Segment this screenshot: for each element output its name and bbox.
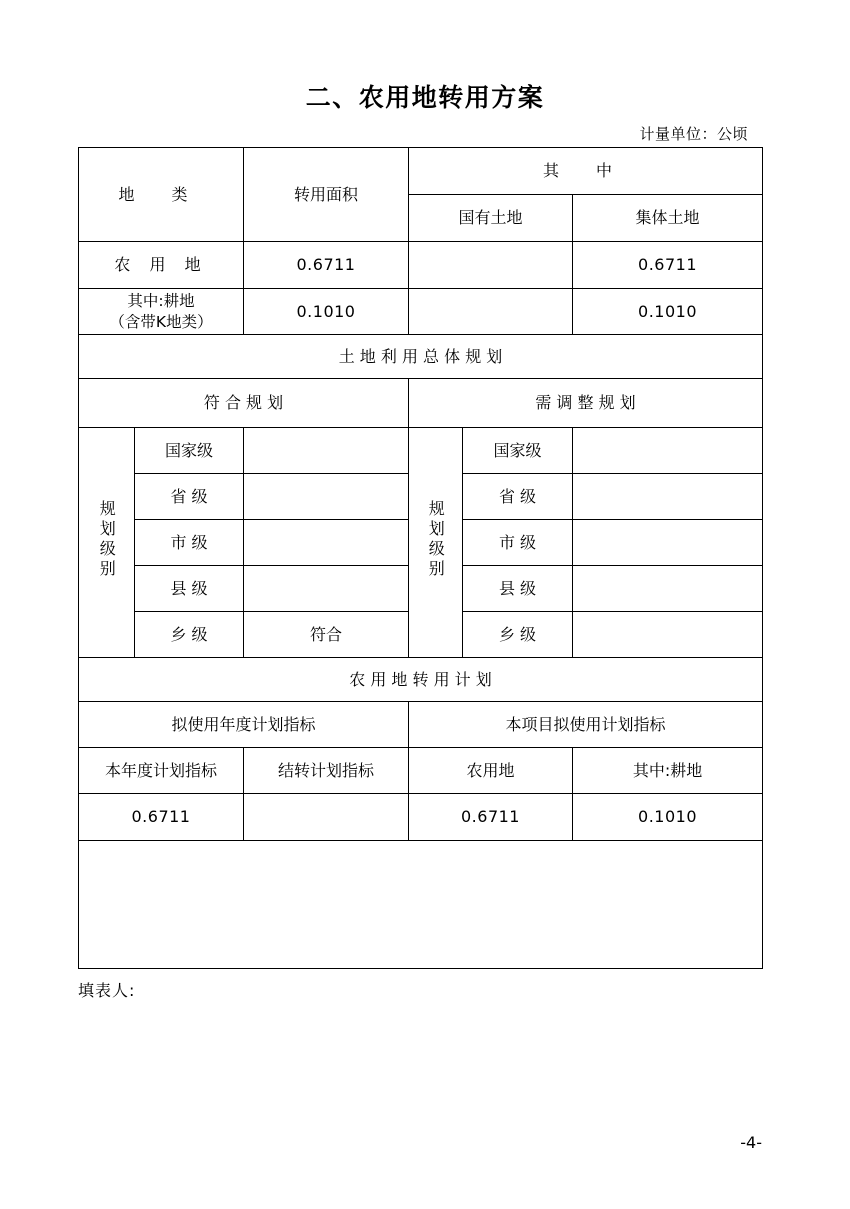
conversion-plan-group-header-row — [79, 702, 763, 748]
header-among-which: 其 中 — [409, 148, 763, 195]
table-header-row-1 — [79, 148, 763, 195]
adjustment-level-label: 规划级别 — [409, 428, 463, 658]
plan-subsection-header-row — [79, 379, 763, 428]
column-header-current-year-quota: 本年度计划指标 — [79, 748, 244, 794]
adjustment-level-value-county — [573, 566, 763, 612]
adjustment-level-value-national — [573, 428, 763, 474]
value-current-year-quota: 0.6711 — [79, 794, 244, 841]
adjustment-level-name-national: 国家级 — [463, 428, 573, 474]
conversion-plan-column-header-row — [79, 748, 763, 794]
conforming-level-name-provincial: 省 级 — [135, 474, 244, 520]
cell-agricultural-state-owned — [409, 242, 573, 289]
header-land-type: 地 类 — [79, 148, 244, 242]
cell-agricultural-collective: 0.6711 — [573, 242, 763, 289]
conforming-level-name-national: 国家级 — [135, 428, 244, 474]
subsection-title-needs-adjustment-plan: 需 调 整 规 划 — [409, 379, 763, 428]
plan-level-row-national — [79, 428, 763, 474]
table-row — [79, 289, 763, 335]
row-label-agricultural-land: 农 用 地 — [79, 242, 244, 289]
cell-agricultural-converted-area: 0.6711 — [244, 242, 409, 289]
adjustment-level-name-county: 县 级 — [463, 566, 573, 612]
adjustment-level-name-provincial: 省 级 — [463, 474, 573, 520]
farmland-conversion-table — [78, 147, 763, 969]
conversion-plan-value-row — [79, 794, 763, 841]
column-header-carryover-quota: 结转计划指标 — [244, 748, 409, 794]
conforming-level-value-municipal — [244, 520, 409, 566]
form-filler-label: 填表人: — [78, 981, 136, 1000]
table-row — [79, 242, 763, 289]
section-title-overall-plan: 土 地 利 用 总 体 规 划 — [79, 335, 763, 379]
column-header-among-which-cultivated: 其中:耕地 — [573, 748, 763, 794]
section-header-conversion-plan-row — [79, 658, 763, 702]
value-carryover-quota — [244, 794, 409, 841]
adjustment-level-name-township: 乡 级 — [463, 612, 573, 658]
conforming-level-value-county — [244, 566, 409, 612]
notes-cell — [79, 841, 763, 969]
subsection-title-conforming-plan: 符 合 规 划 — [79, 379, 409, 428]
header-state-owned-land: 国有土地 — [409, 195, 573, 242]
value-among-which-cultivated: 0.1010 — [573, 794, 763, 841]
cell-cultivated-converted-area: 0.1010 — [244, 289, 409, 335]
section-title-conversion-plan: 农 用 地 转 用 计 划 — [79, 658, 763, 702]
adjustment-level-value-municipal — [573, 520, 763, 566]
conforming-level-name-township: 乡 级 — [135, 612, 244, 658]
group-header-annual-quota: 拟使用年度计划指标 — [79, 702, 409, 748]
adjustment-level-name-municipal: 市 级 — [463, 520, 573, 566]
column-header-agricultural-land: 农用地 — [409, 748, 573, 794]
adjustment-level-value-provincial — [573, 474, 763, 520]
cell-cultivated-collective: 0.1010 — [573, 289, 763, 335]
conforming-level-value-provincial — [244, 474, 409, 520]
adjustment-level-value-township — [573, 612, 763, 658]
conforming-level-name-county: 县 级 — [135, 566, 244, 612]
conforming-level-value-township: 符合 — [244, 612, 409, 658]
conforming-level-name-municipal: 市 级 — [135, 520, 244, 566]
header-collective-land: 集体土地 — [573, 195, 763, 242]
page-title: 二、农用地转用方案 — [305, 83, 545, 112]
notes-row — [79, 841, 763, 969]
group-header-project-quota: 本项目拟使用计划指标 — [409, 702, 763, 748]
row-label-cultivated-land: 其中:耕地 （含带K地类） — [79, 289, 244, 335]
header-converted-area: 转用面积 — [244, 148, 409, 242]
page-number: -4- — [740, 1133, 762, 1152]
measurement-unit-note: 计量单位：公顷 — [639, 125, 748, 143]
value-agricultural-land: 0.6711 — [409, 794, 573, 841]
section-header-overall-plan-row — [79, 335, 763, 379]
cell-cultivated-state-owned — [409, 289, 573, 335]
conforming-level-label: 规划级别 — [79, 428, 135, 658]
conforming-level-value-national — [244, 428, 409, 474]
